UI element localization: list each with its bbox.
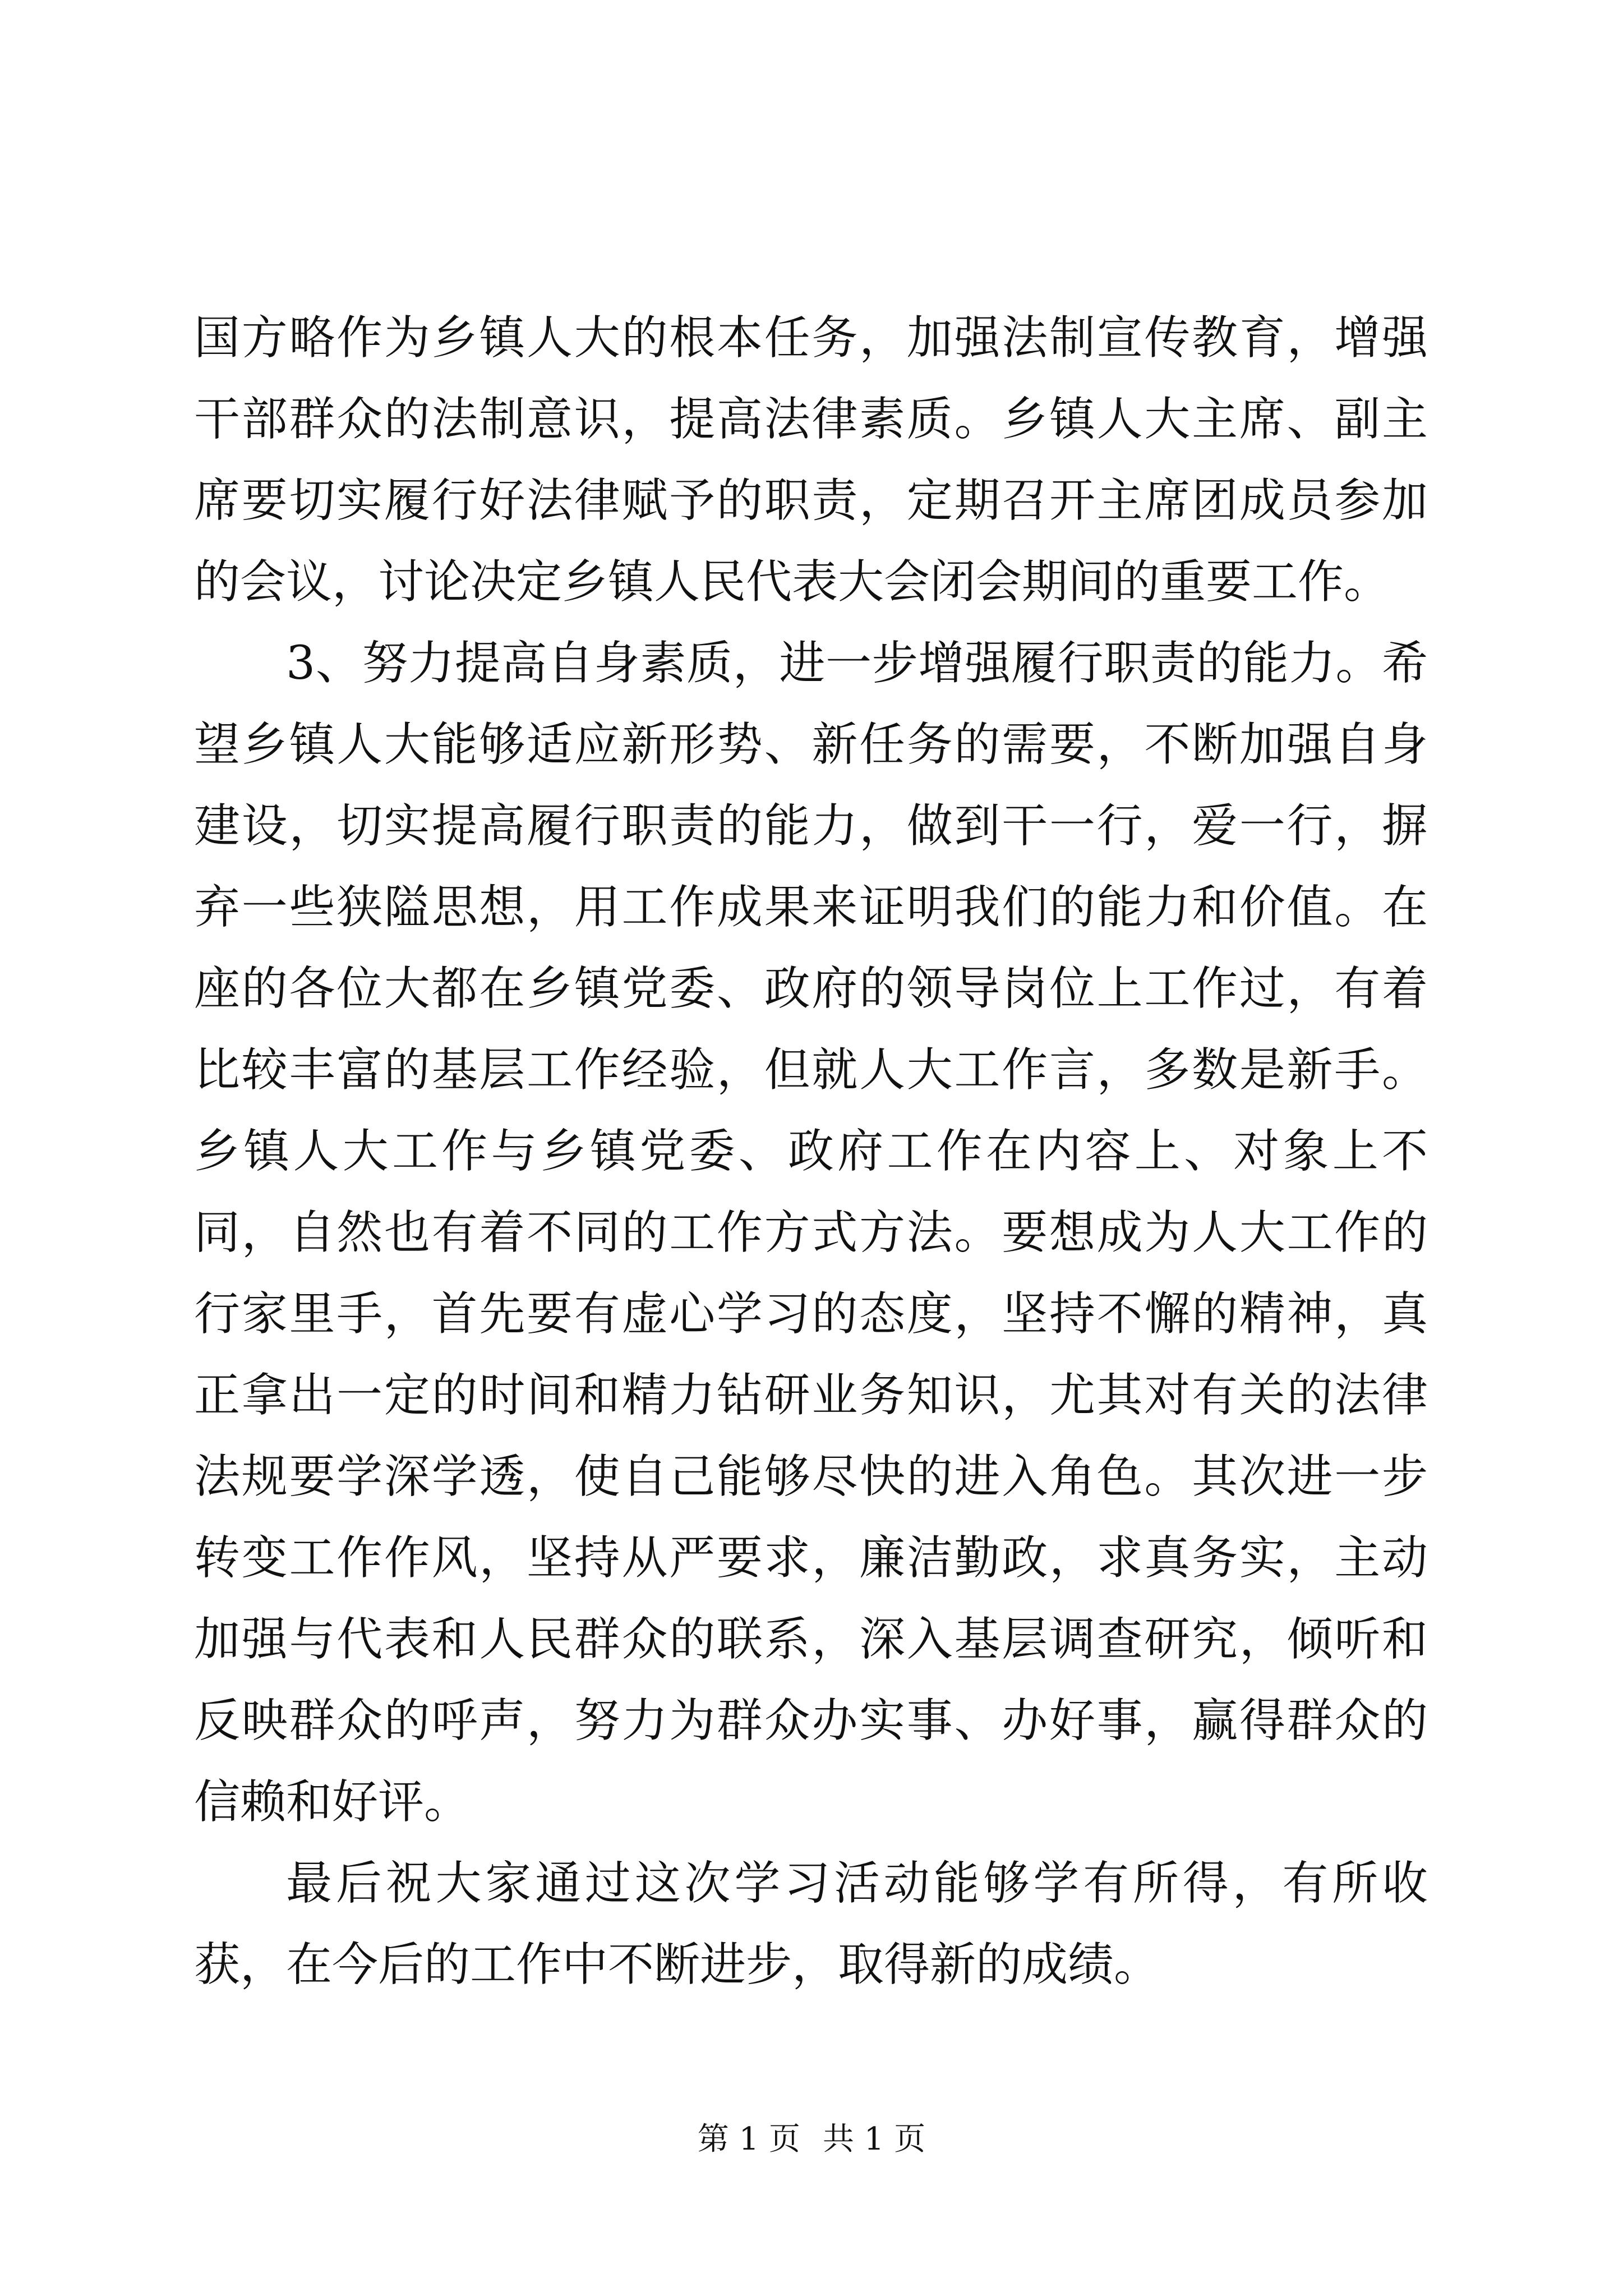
paragraph-3: 最后祝大家通过这次学习活动能够学有所得，有所收获，在今后的工作中不断进步，取得新的成绩。 — [194, 1857, 1428, 1991]
page-number-current: 第 1 页 — [697, 2121, 800, 2157]
paragraph-1: 国方略作为乡镇人大的根本任务，加强法制宣传教育，增强干部群众的法制意识，提高法律素质。乡镇人大主席、副主席要切实履行好法律赋予的职责，定期召开主席团成员参加的会议，讨论决定乡镇人民代表大会闭会期间的重要工作。 — [194, 311, 1428, 609]
paragraph-2: 3、努力提高自身素质，进一步增强履行职责的能力。希望乡镇人大能够适应新形势、新任务的需要，不断加强自身建设，切实提高履行职责的能力，做到干一行，爱一行，摒弃一些狭隘思想，用工作成果来证明我们的能力和价值。在座的各位大都在乡镇党委、政府的领导岗位上工作过，有着比较丰富的基层工作经验，但就人大工作言，多数是新手。乡镇人大工作与乡镇党委、政府工作在内容上、对象上不同，自然也有着不同的工作方式方法。要想成为人大工作的行家里手，首先要有虚心学习的态度，坚持不懈的精神，真正拿出一定的时间和精力钻研业务知识，尤其对有关的法律法规要学深学透，使自己能够尽快的进入角色。其次进一步转变工作作风，坚持从严要求，廉洁勤政，求真务实，主动加强与代表和人民群众的联系，深入基层调查研究，倾听和反映群众的呼声，努力为群众办实事、办好事，赢得群众的信赖和好评。 — [194, 637, 1428, 1829]
document-body — [194, 297, 1428, 2005]
page-number-total: 共 1 页 — [823, 2121, 926, 2157]
page-footer — [0, 2117, 1623, 2162]
